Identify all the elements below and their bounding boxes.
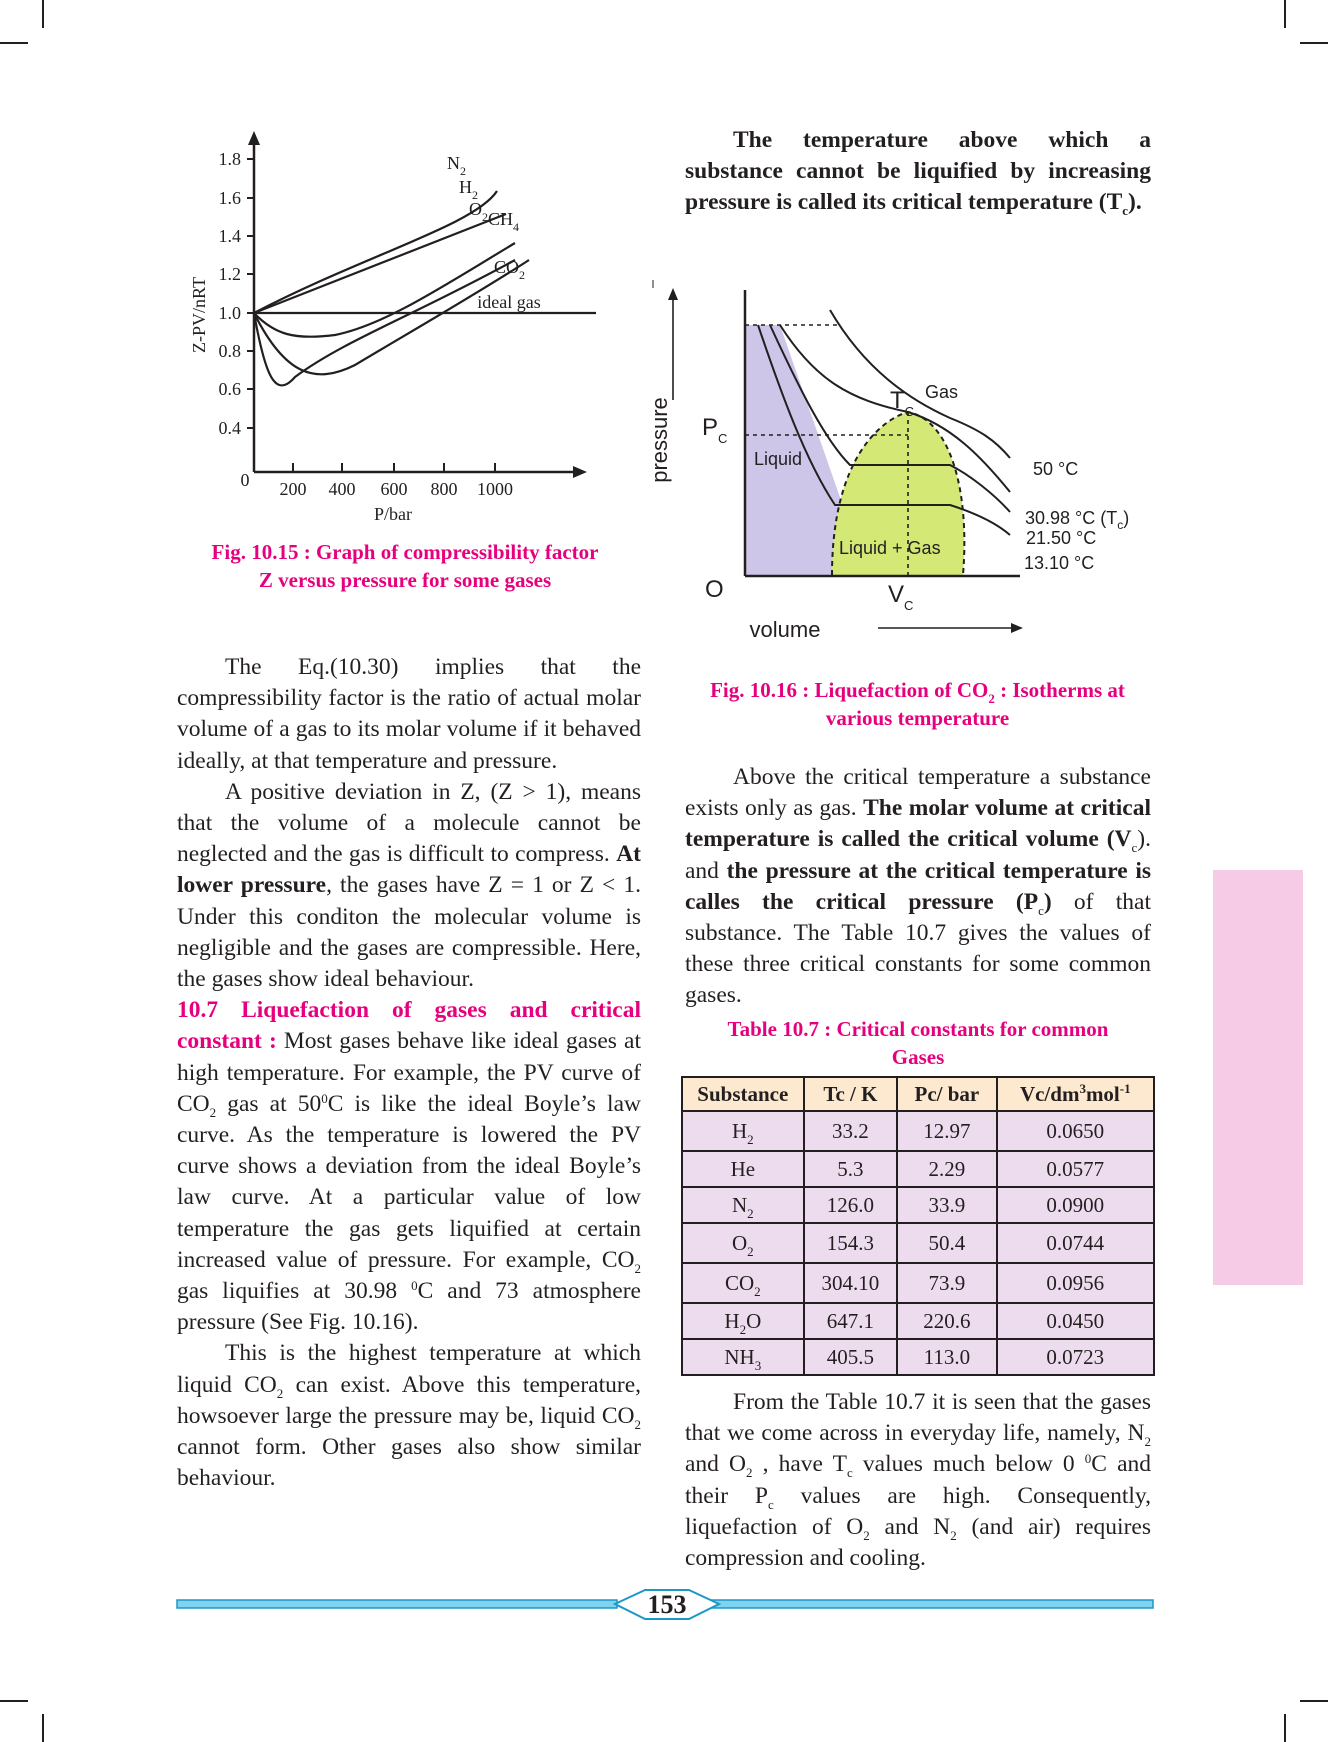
crop-mark — [0, 42, 28, 44]
vc-label: $V_C$ — [888, 581, 914, 613]
pc-cell: 50.4 — [897, 1223, 996, 1263]
isotherm-label-30-98c: 30.98 °C $(T_c)$ — [1025, 508, 1130, 532]
column-header: Pc/ bar — [897, 1077, 996, 1111]
origin-label: 0 — [240, 470, 250, 490]
label-o2: $O_2$ — [469, 199, 488, 224]
caption-line: Fig. 10.15 : Graph of compressibility factor — [211, 540, 599, 564]
table-header-row — [682, 1077, 1154, 1111]
vc-cell: 0.0577 — [997, 1151, 1154, 1187]
paragraph: A positive deviation in Z, (Z > 1), means that the volume of a molecule cannot be neglected and the gas is difficult to compress. At lower pressure, the gases have Z = 1 or Z < 1. Under this conditon the molecular volume is negligible and the gases are compressible. Here, the gases show ideal behaviour. — [177, 778, 641, 993]
caption-line: various temperature — [825, 706, 1010, 730]
label-ideal-gas: ideal gas — [477, 292, 541, 312]
label-h2: $H_2$ — [459, 177, 478, 202]
y-tick-label: 0.4 — [218, 418, 241, 438]
liquid-gas-label: Liquid + Gas — [839, 538, 941, 558]
isotherm-label-21-50c: 21.50 °C — [1026, 528, 1097, 548]
caption-line: Gases — [891, 1045, 945, 1069]
x-axis-label: P/bar — [374, 504, 412, 524]
y-axis-arrow — [248, 131, 260, 145]
paragraph: From the Table 10.7 it is seen that the gases that we come across in everyday life, namely, $N_2$ and $O_2$ , have $T_c$ values much below 0 $^0$C and their $P_c$ values are high. Consequently, liquefaction of $O_2$ and $N_2$ (and air) requires compression and cooling. — [685, 1389, 1152, 1572]
paragraph: The temperature above which a substance cannot be liquified by increasing pressure is called its critical temperature $(T_c)$. — [685, 127, 1151, 219]
volume-arrow-head — [1011, 623, 1023, 633]
label-co2: $CO_2$ — [494, 257, 526, 282]
curve-ch4 — [254, 260, 529, 374]
substance-cell: $O_2$ — [682, 1223, 804, 1263]
y-tick-label: 1.8 — [218, 149, 241, 169]
x-tick-label: 200 — [279, 479, 307, 499]
substance-cell: $N_2$ — [682, 1187, 804, 1223]
y-tick-label: 0.6 — [218, 379, 241, 399]
crop-mark — [1300, 42, 1328, 44]
curve-n2 — [254, 191, 497, 313]
crop-mark — [1300, 1700, 1328, 1702]
pressure-arrow-head — [668, 288, 678, 300]
table-row — [682, 1223, 1154, 1263]
x-tick-label: 400 — [328, 479, 356, 499]
tc-cell: 154.3 — [804, 1223, 898, 1263]
pc-label: $P_C$ — [702, 414, 728, 446]
vc-cell: 0.0450 — [997, 1303, 1154, 1339]
column-header: Tc / K — [804, 1077, 898, 1111]
pc-cell: 113.0 — [897, 1339, 996, 1375]
tc-cell: 304.10 — [804, 1263, 898, 1303]
footer-line-right — [707, 1600, 1153, 1608]
paragraph: This is the highest temperature at which liquid $CO_2$ can exist. Above this temperature, howsoever large the pressure may be, liquid $CO_2$ cannot form. Other gases also show similar behaviour. — [177, 1340, 642, 1492]
column-header: $Vc/dm^3mol^{-1}$ — [997, 1077, 1154, 1111]
paragraph: The Eq.(10.30) implies that the compressibility factor is the ratio of actual molar volume of a gas to its molar volume if it behaved ideally, at that temperature and pressure. — [177, 654, 641, 774]
page-number: 153 — [647, 1590, 687, 1619]
figure-caption — [680, 676, 1155, 732]
footer-line-left — [177, 1600, 617, 1608]
x-tick-label: 1000 — [477, 479, 513, 499]
vc-cell: 0.0723 — [997, 1339, 1154, 1375]
side-tab — [1213, 870, 1303, 1285]
table-row — [682, 1111, 1154, 1151]
table-row — [682, 1187, 1154, 1223]
crop-mark — [0, 1700, 28, 1702]
caption-line: Table 10.7 : Critical constants for common — [727, 1017, 1109, 1041]
section-heading: 10.7 Liquefaction of gases and critical constant : — [177, 997, 641, 1055]
curve-co2 — [254, 260, 515, 385]
vc-cell: 0.0900 — [997, 1187, 1154, 1223]
compressibility-graph — [175, 125, 615, 535]
right-column — [685, 762, 1151, 1012]
y-tick-label: 1.6 — [218, 188, 241, 208]
critical-temperature-definition — [685, 125, 1151, 219]
tc-cell: 5.3 — [804, 1151, 898, 1187]
label-ch4: $CH_4$ — [488, 209, 520, 234]
vc-cell: 0.0744 — [997, 1223, 1154, 1263]
crop-mark — [1284, 0, 1286, 28]
caption-line: Z versus pressure for some gases — [258, 568, 552, 592]
y-tick-label: 1.4 — [218, 226, 241, 246]
pc-cell: 73.9 — [897, 1263, 996, 1303]
tc-cell: 126.0 — [804, 1187, 898, 1223]
right-column-bottom — [685, 1387, 1151, 1574]
substance-cell: $NH_3$ — [682, 1339, 804, 1375]
tc-cell: 33.2 — [804, 1111, 898, 1151]
table-row — [682, 1263, 1154, 1303]
column-header: Substance — [682, 1077, 804, 1111]
axis-arrows — [650, 280, 1170, 650]
isotherm-label-50c: 50 °C — [1033, 459, 1079, 479]
liquid-region-label: Liquid — [754, 449, 803, 469]
tc-cell: 405.5 — [804, 1339, 898, 1375]
substance-cell: $H_2$ — [682, 1111, 804, 1151]
substance-cell: $H_2O$ — [682, 1303, 804, 1339]
gas-region-label: Gas — [925, 382, 959, 402]
critical-constants-table — [681, 1076, 1155, 1376]
x-tick-label: 600 — [380, 479, 408, 499]
substance-cell: He — [682, 1151, 804, 1187]
y-tick-label: 0.8 — [218, 341, 241, 361]
y-tick-label: 1.2 — [218, 264, 241, 284]
curve-o2 — [254, 243, 515, 337]
tc-label: $T_C$ — [890, 387, 915, 419]
table-row — [682, 1151, 1154, 1187]
crop-mark — [42, 0, 44, 28]
crop-mark — [1284, 1714, 1286, 1742]
table-row — [682, 1303, 1154, 1339]
y-tick-label: 1.0 — [218, 303, 241, 323]
paragraph: 10.7 Liquefaction of gases and critical constant : Most gases behave like ideal gases at high temperature. For example, the PV curve of $CO_2$ gas at $50^0C$ is like the ideal Boyle’s law curve. As the temperature is lowered the PV curve shows a deviation from the ideal Boyle’s law curve. At a particular value of low temperature the gas gets liquified at certain increased value of pressure. For example, $CO_2$ gas liquifies at 30.98 $^0$C and 73 atmosphere pressure (See Fig. 10.16). — [177, 997, 641, 1336]
pc-cell: 220.6 — [897, 1303, 996, 1339]
caption-line: Fig. 10.16 : Liquefaction of $CO_2$ : Isotherms at — [710, 678, 1125, 706]
paragraph: Above the critical temperature a substance exists only as gas. The molar volume at critical temperature is called the critical volume $(V_c)$. and the pressure at the critical temperature is calles the critical pressure $(P_c)$ of that substance. The Table 10.7 gives the values of these three critical constants for some common gases. — [685, 764, 1151, 1009]
y-axis-label: Z-PV/nRT — [189, 277, 209, 353]
pressure-label: pressure — [647, 397, 672, 483]
pc-cell: 2.29 — [897, 1151, 996, 1187]
vc-cell: 0.0650 — [997, 1111, 1154, 1151]
pc-cell: 12.97 — [897, 1111, 996, 1151]
substance-cell: $CO_2$ — [682, 1263, 804, 1303]
x-axis-arrow — [573, 466, 587, 478]
isotherm-label-13-10c: 13.10 °C — [1024, 553, 1095, 573]
table-row — [682, 1339, 1154, 1375]
left-column — [177, 652, 641, 1494]
table-caption — [685, 1015, 1151, 1071]
pc-cell: 33.9 — [897, 1187, 996, 1223]
origin-label: O — [705, 576, 724, 603]
volume-label: volume — [749, 617, 821, 642]
vc-cell: 0.0956 — [997, 1263, 1154, 1303]
tc-cell: 647.1 — [804, 1303, 898, 1339]
figure-caption — [165, 538, 645, 594]
crop-mark — [42, 1714, 44, 1742]
page-footer — [175, 1582, 1155, 1626]
x-tick-label: 800 — [430, 479, 458, 499]
label-n2: $N_2$ — [447, 153, 466, 178]
